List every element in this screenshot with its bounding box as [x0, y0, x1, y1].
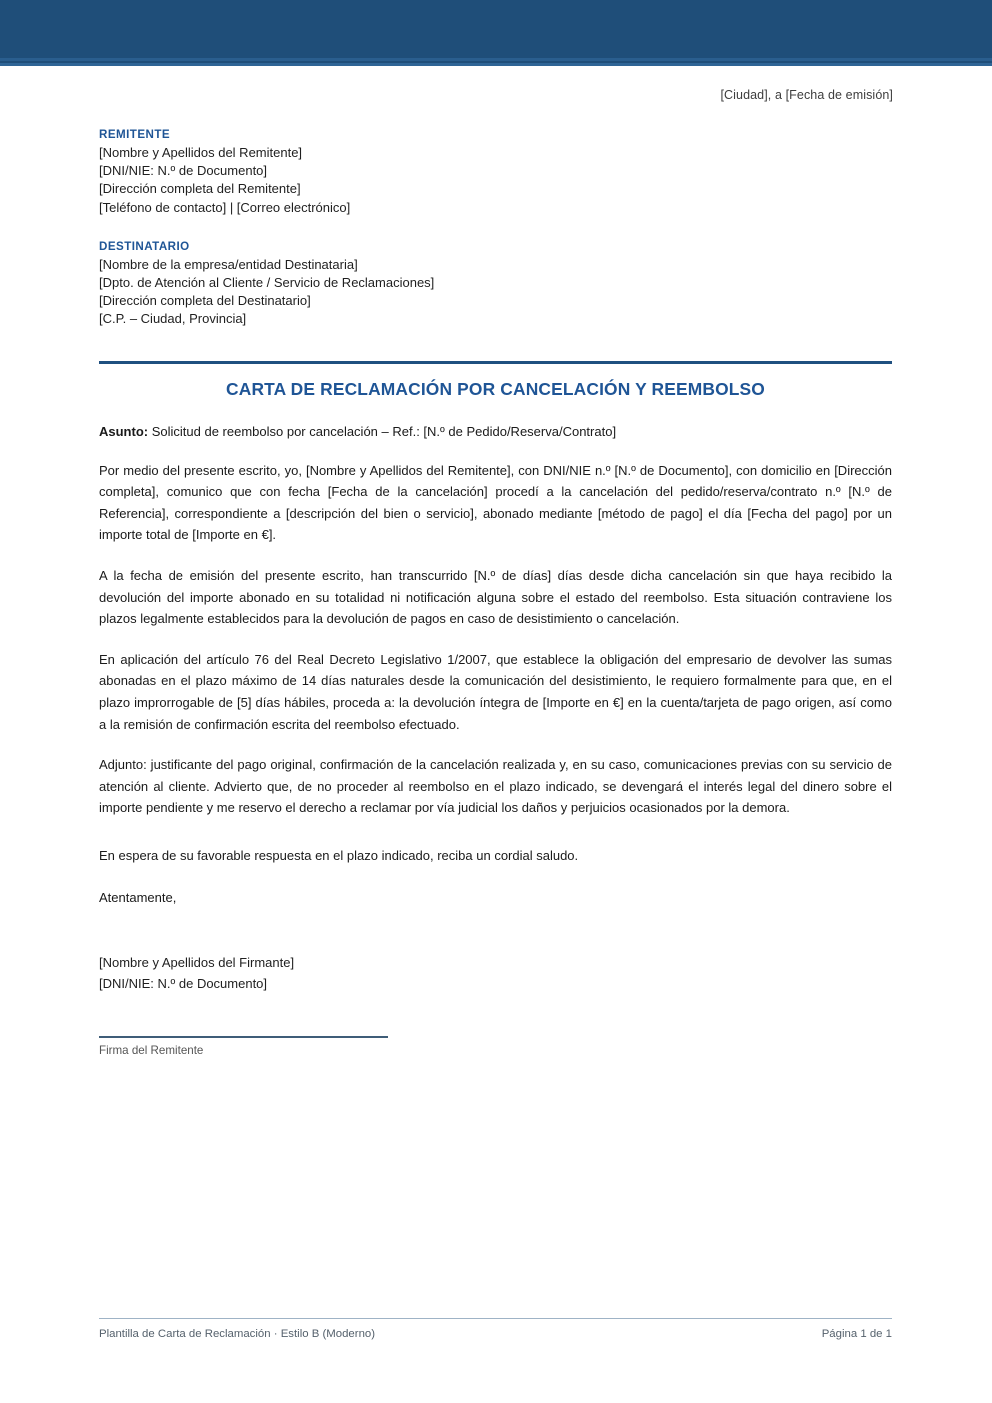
document-page	[0, 88, 992, 1057]
subject-line	[99, 422, 893, 441]
footer-row	[99, 1328, 892, 1340]
page-footer	[99, 1318, 892, 1340]
page-title: CARTA DE RECLAMACIÓN POR CANCELACIÓN Y REEMBOLSO	[226, 378, 765, 399]
recipient-line-address: [Dirección completa del Destinatario]	[99, 293, 311, 309]
recipient-heading: DESTINATARIO	[99, 239, 190, 253]
banner-fill	[0, 0, 992, 58]
recipient-block	[99, 240, 893, 329]
sender-line-address: [Dirección completa del Remitente]	[99, 181, 301, 197]
banner-accent-stripe-3	[0, 63, 992, 66]
body-paragraph-4: Adjunto: justificante del pago original, confirmación de la cancelación realizada y, en su caso, comunicaciones previas con su servicio de atención al cliente. Advierto que, de no proceder al reembolso en el plazo indicado, se devengará el interés legal del dinero sobre el importe pendiente y me reservo el derecho a reclamar por vía judicial los daños y perjuicios ocasionados por la demora.	[99, 757, 892, 816]
signature-caption: Firma del Remitente	[99, 1043, 204, 1057]
regards-line: Atentamente,	[99, 889, 177, 905]
body-paragraph-2: A la fecha de emisión del presente escrito, han transcurrido [N.º de días] días desde dicha cancelación sin que haya recibido la devolución del importe abonado en su totalidad ni notificación alguna sobre el estado del reembolso. Esta situación contraviene los plazos legalmente establecidos para la devolución de pagos en caso de desistimiento o cancelación.	[99, 568, 892, 627]
sender-heading: REMITENTE	[99, 128, 171, 141]
subject-label: Asunto:	[99, 423, 149, 439]
signatory-id: [DNI/NIE: N.º de Documento]	[99, 976, 268, 992]
closing-line: En espera de su favorable respuesta en el plazo indicado, reciba un cordial saludo.	[99, 847, 579, 863]
sender-line-name: [Nombre y Apellidos del Remitente]	[99, 145, 303, 160]
footer-divider	[99, 1318, 892, 1319]
signatory-name: [Nombre y Apellidos del Firmante]	[99, 955, 295, 971]
footer-template-label: Plantilla de Carta de Reclamación · Estilo B (Moderno)	[99, 1328, 376, 1341]
recipient-line-company: [Nombre de la empresa/entidad Destinataria]	[99, 256, 358, 272]
signature-line	[99, 1036, 388, 1038]
title-divider	[99, 361, 892, 364]
signature-block	[99, 952, 893, 994]
sender-block	[99, 128, 893, 217]
sender-line-contact: [Teléfono de contacto] | [Correo electrónico]	[99, 199, 351, 215]
subject-text: Solicitud de reembolso por cancelación – Ref.: [N.º de Pedido/Reserva/Contrato]	[148, 423, 617, 439]
header-banner	[0, 0, 992, 66]
body-paragraph-3: En aplicación del artículo 76 del Real Decreto Legislativo 1/2007, que establece la obligación del empresario de devolver las sumas abonadas en el plazo máximo de 14 días naturales desde la comunicación del desistimiento, le requiero formalmente para que, en el plazo improrrogable de [5] días hábiles, proceda a: la devolución íntegra de [Importe en €] en la cuenta/tarjeta de pago origen, así como a la remisión de confirmación escrita del reembolso efectuado.	[99, 651, 892, 732]
footer-page-number: Página 1 de 1	[821, 1328, 892, 1341]
date-line: [Ciudad], a [Fecha de emisión]	[720, 88, 893, 102]
sender-line-id: [DNI/NIE: N.º de Documento]	[99, 163, 268, 179]
recipient-line-department: [Dpto. de Atención al Cliente / Servicio de Reclamaciones]	[99, 275, 435, 291]
body-paragraph-1: Por medio del presente escrito, yo, [Nombre y Apellidos del Remitente], con DNI/NIE n.º [N.º de Documento], con domicilio en [Dirección completa], comunico que con fecha [Fecha de la cancelación] procedí a la cancelación del pedido/reserva/contrato n.º [N.º de Referencia], correspondiente a [descripción del bien o servicio], abonado mediante [método de pago] el día [Fecha del pago] por un importe total de [Importe en €].	[99, 462, 892, 543]
recipient-line-city: [C.P. – Ciudad, Provincia]	[99, 311, 247, 327]
